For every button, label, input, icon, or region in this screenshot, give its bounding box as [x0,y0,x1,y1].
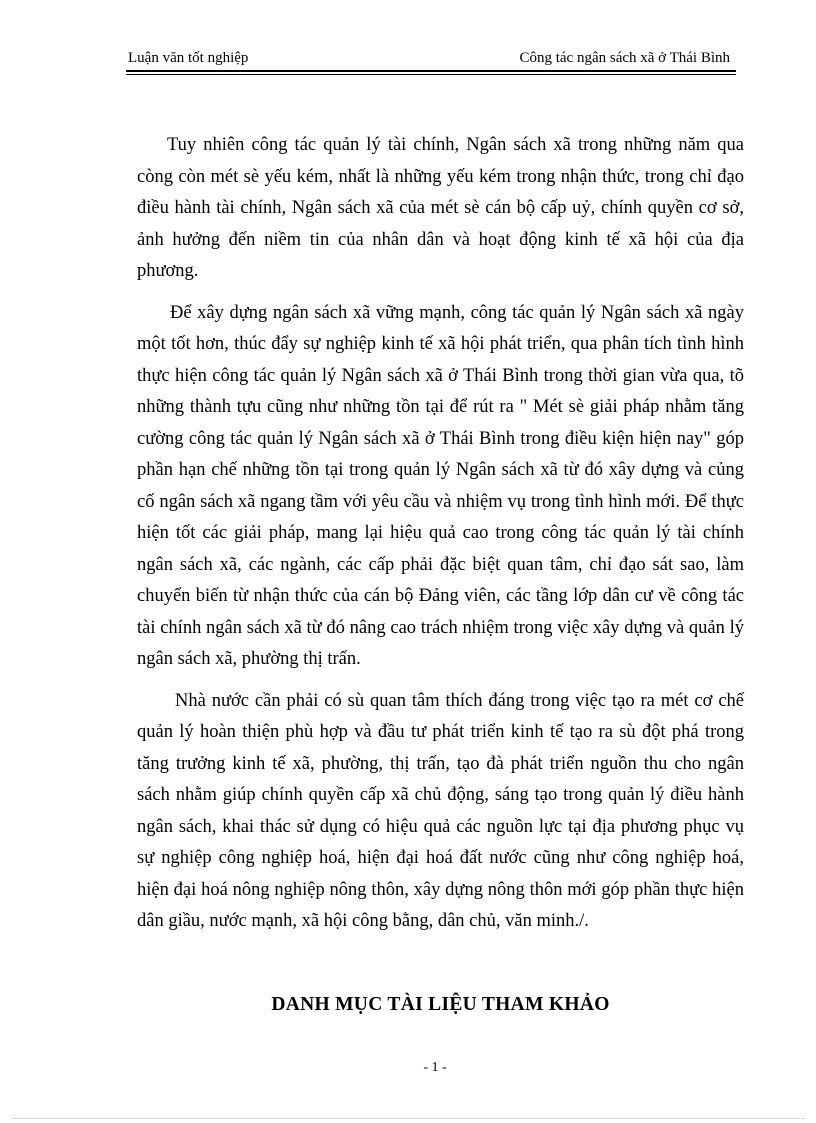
page-header [128,46,734,70]
header-rule [126,70,736,72]
page-number: - 1 - [423,1060,447,1075]
header-right-title: Công tác ngân sách xã ở Thái Bình [519,50,730,66]
page-bottom-border [12,1118,804,1119]
paragraph: Tuy nhiên công tác quản lý tài chính, Ngân sách xã trong những năm qua còng còn mét sè yếu kém, nhất là những yếu kém trong nhận thức, trong chỉ đạo điều hành tài chính, Ngân sách xã của mét sè cán bộ cấp uỷ, chính quyền cơ sở, ảnh hưởng đến niềm tin của nhân dân và hoạt động kinh tế xã hội của địa phương. [137,135,744,281]
section-heading: DANH MỤC TÀI LIỆU THAM KHẢO [271,994,610,1015]
paragraph: Để xây dựng ngân sách xã vững mạnh, công tác quản lý Ngân sách xã ngày một tốt hơn, thúc đẩy sự nghiệp kinh tế xã hội phát triển, qua phân tích tình hình thực hiện công tác quản lý Ngân sách xã ở Thái Bình trong thời gian vừa qua, tõ những thành tựu cũng như những tồn tại để rút ra " Mét sè giải pháp nhằm tăng cường công tác quản lý Ngân sách xã ở Thái Bình trong điều kiện hiện nay" góp phần hạn chế những tồn tại trong quản lý Ngân sách xã từ đó xây dựng và củng cố ngân sách xã ngang tầm với yêu cầu và nhiệm vụ trong tình hình mới. Để thực hiện tốt các giải pháp, mang lại hiệu quả cao trong công tác quản lý tài chính ngân sách xã, các ngành, các cấp phải đặc biệt quan tâm, chỉ đạo sát sao, làm chuyển biến từ nhận thức của cán bộ Đảng viên, các tầng lớp dân cư về công tác tài chính ngân sách xã từ đó nâng cao trách nhiệm trong việc xây dựng và quản lý ngân sách xã, phường thị trấn. [137,302,744,669]
paragraph: Nhà nước cần phải có sù quan tâm thích đáng trong việc tạo ra mét cơ chế quản lý hoàn thiện phù hợp và đầu tư phát triển kinh tế tạo ra sù đột phá trong tăng trưởng kinh tế xã, phường, thị trấn, tạo đà phát triển nguồn thu cho ngân sách nhằm giúp chính quyền cấp xã chủ động, sáng tạo trong quản lý điều hành ngân sách, khai thác sử dụng có hiệu quả các nguồn lực tại địa phương phục vụ sự nghiệp công nghiệp hoá, hiện đại hoá đất nước cũng như công nghiệp hoá, hiện đại hoá nông nghiệp nông thôn, xây dựng nông thôn mới góp phần thực hiện dân giầu, nước mạnh, xã hội công bằng, dân chủ, văn minh./. [137,690,744,931]
body-text [137,130,744,948]
header-left-title: Luận văn tốt nghiệp [128,50,249,66]
header-rule-thin [126,74,736,75]
